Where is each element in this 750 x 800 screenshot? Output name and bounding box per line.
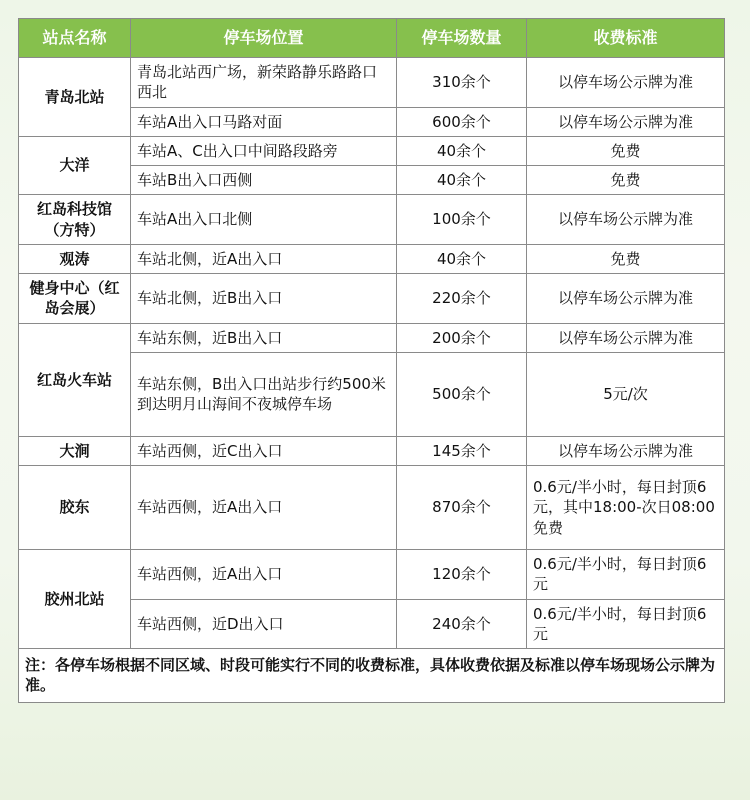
table-row [19, 244, 725, 273]
parking-fee: 免费 [527, 166, 725, 195]
table-row [19, 195, 725, 245]
station-name: 健身中心（红岛会展） [19, 274, 131, 324]
parking-fee: 以停车场公示牌为准 [527, 323, 725, 352]
table-row [19, 136, 725, 165]
parking-count: 145余个 [397, 436, 527, 465]
parking-fee: 以停车场公示牌为准 [527, 436, 725, 465]
station-name: 红岛火车站 [19, 323, 131, 436]
parking-fee: 0.6元/半小时，每日封顶6元 [527, 550, 725, 600]
station-name: 观涛 [19, 244, 131, 273]
parking-location: 车站东侧，近B出入口 [131, 323, 397, 352]
parking-fee: 0.6元/半小时，每日封顶6元 [527, 599, 725, 649]
parking-count: 40余个 [397, 244, 527, 273]
parking-fee: 0.6元/半小时，每日封顶6元，其中18:00-次日08:00免费 [527, 466, 725, 550]
header-station: 站点名称 [19, 19, 131, 58]
station-name: 胶州北站 [19, 550, 131, 649]
parking-fee: 免费 [527, 136, 725, 165]
note-row [19, 649, 725, 703]
station-name: 红岛科技馆（方特） [19, 195, 131, 245]
parking-info-table-container [18, 18, 724, 703]
parking-count: 200余个 [397, 323, 527, 352]
parking-count: 100余个 [397, 195, 527, 245]
parking-count: 40余个 [397, 136, 527, 165]
header-fee: 收费标准 [527, 19, 725, 58]
parking-count: 310余个 [397, 58, 527, 108]
parking-fee: 免费 [527, 244, 725, 273]
table-row [19, 436, 725, 465]
parking-count: 220余个 [397, 274, 527, 324]
header-location: 停车场位置 [131, 19, 397, 58]
station-name: 大涧 [19, 436, 131, 465]
parking-count: 870余个 [397, 466, 527, 550]
parking-info-table [18, 18, 725, 703]
parking-fee: 以停车场公示牌为准 [527, 274, 725, 324]
parking-location: 车站A、C出入口中间路段路旁 [131, 136, 397, 165]
parking-location: 车站A出入口马路对面 [131, 107, 397, 136]
parking-location: 车站北侧，近B出入口 [131, 274, 397, 324]
parking-count: 600余个 [397, 107, 527, 136]
table-row [19, 274, 725, 324]
header-count: 停车场数量 [397, 19, 527, 58]
header-row [19, 19, 725, 58]
parking-location: 车站西侧，近D出入口 [131, 599, 397, 649]
footnote: 注：各停车场根据不同区域、时段可能实行不同的收费标准，具体收费依据及标准以停车场现场公示牌为准。 [19, 649, 725, 703]
station-name: 胶东 [19, 466, 131, 550]
table-row [19, 323, 725, 352]
table-row [19, 466, 725, 550]
parking-location: 车站西侧，近C出入口 [131, 436, 397, 465]
station-name: 大洋 [19, 136, 131, 195]
parking-location: 车站西侧，近A出入口 [131, 550, 397, 600]
parking-location: 车站A出入口北侧 [131, 195, 397, 245]
parking-count: 240余个 [397, 599, 527, 649]
parking-fee: 以停车场公示牌为准 [527, 58, 725, 108]
parking-location: 车站B出入口西侧 [131, 166, 397, 195]
parking-count: 500余个 [397, 352, 527, 436]
parking-location: 车站西侧，近A出入口 [131, 466, 397, 550]
parking-location: 青岛北站西广场，新荣路静乐路路口西北 [131, 58, 397, 108]
parking-count: 120余个 [397, 550, 527, 600]
parking-location: 车站东侧，B出入口出站步行约500米到达明月山海间不夜城停车场 [131, 352, 397, 436]
parking-fee: 以停车场公示牌为准 [527, 107, 725, 136]
parking-count: 40余个 [397, 166, 527, 195]
table-row [19, 58, 725, 108]
table-row [19, 550, 725, 600]
station-name: 青岛北站 [19, 58, 131, 137]
parking-fee: 5元/次 [527, 352, 725, 436]
parking-fee: 以停车场公示牌为准 [527, 195, 725, 245]
parking-location: 车站北侧，近A出入口 [131, 244, 397, 273]
